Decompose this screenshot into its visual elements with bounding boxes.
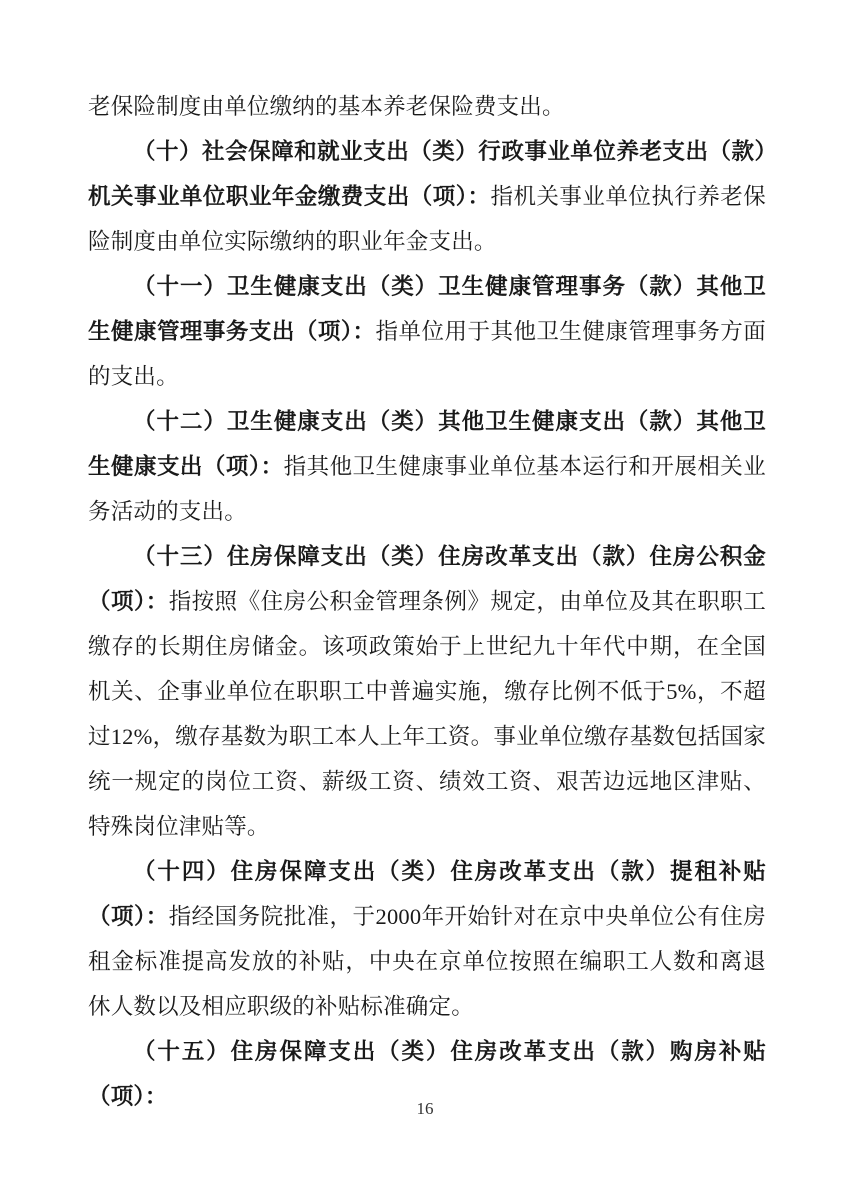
paragraph-item-13 bbox=[88, 534, 766, 849]
paragraph-lead-text: （十二）卫生健康支出（类）其他卫生健康支出（款）其他卫生健康支出（项）： bbox=[88, 409, 766, 479]
paragraph-lead-text: （十四）住房保障支出（类）住房改革支出（款）提租补贴（项）： bbox=[88, 859, 766, 929]
paragraph-continuation bbox=[88, 84, 766, 129]
document-body bbox=[88, 84, 766, 1119]
paragraph-body-text: 指按照《住房公积金管理条例》规定，由单位及其在职职工缴存的长期住房储金。该项政策始于上世纪九十年代中期，在全国机关、企事业单位在职职工中普遍实施，缴存比例不低于5%，不超过12%，缴存基数为职工本人上年工资。事业单位缴存基数包括国家统一规定的岗位工资、薪级工资、绩效工资、艰苦边远地区津贴、特殊岗位津贴等。 bbox=[88, 589, 766, 839]
paragraph-lead-text: （十一）卫生健康支出（类）卫生健康管理事务（款）其他卫生健康管理事务支出（项）： bbox=[88, 274, 766, 344]
paragraph-lead-text: （十）社会保障和就业支出（类）行政事业单位养老支出（款）机关事业单位职业年金缴费支出（项）： bbox=[88, 139, 766, 209]
paragraph-body-text: 指其他卫生健康事业单位基本运行和开展相关业务活动的支出。 bbox=[88, 454, 766, 524]
paragraph-item-12 bbox=[88, 399, 766, 534]
paragraph-item-11 bbox=[88, 264, 766, 399]
paragraph-lead-text: （十三）住房保障支出（类）住房改革支出（款）住房公积金（项）： bbox=[88, 544, 766, 614]
paragraph-lead-text: （十五）住房保障支出（类）住房改革支出（款）购房补贴（项）： bbox=[88, 1039, 766, 1109]
paragraph-body-text: 指经国务院批准，于2000年开始针对在京中央单位公有住房租金标准提高发放的补贴，中央在京单位按照在编职工人数和离退休人数以及相应职级的补贴标准确定。 bbox=[88, 904, 766, 1019]
paragraph-item-14 bbox=[88, 849, 766, 1029]
page-number: 16 bbox=[416, 1099, 434, 1118]
paragraph-body-text: 指机关事业单位执行养老保险制度由单位实际缴纳的职业年金支出。 bbox=[88, 184, 766, 254]
paragraph-body-text: 指单位用于其他卫生健康管理事务方面的支出。 bbox=[88, 319, 766, 389]
paragraph-body-text: 老保险制度由单位缴纳的基本养老保险费支出。 bbox=[88, 94, 565, 119]
paragraph-item-10 bbox=[88, 129, 766, 264]
